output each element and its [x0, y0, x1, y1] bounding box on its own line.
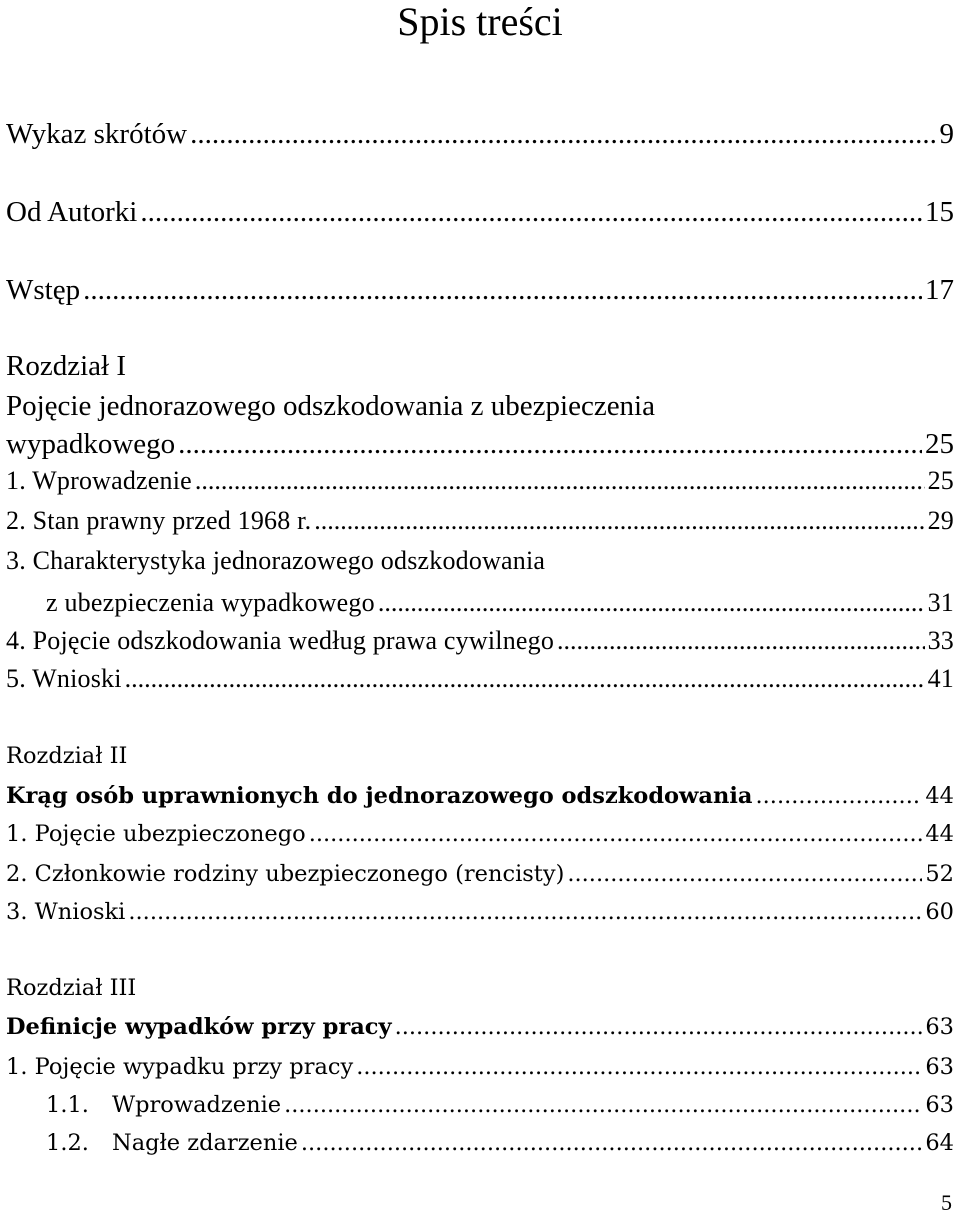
toc-entry-page: 17 [925, 274, 954, 306]
toc-entry-chapter-1[interactable] [6, 428, 954, 461]
dot-leader [378, 588, 925, 618]
toc-entry-page: 44 [925, 821, 954, 847]
toc-entry-page: 63 [925, 1014, 954, 1040]
dot-leader [314, 506, 924, 536]
toc-entry-chapter-3[interactable] [6, 1014, 954, 1040]
toc-entry-ch2-3[interactable] [6, 899, 954, 925]
dot-leader [125, 664, 925, 694]
chapter-2-heading: Rozdział II [6, 743, 128, 769]
toc-entry-label: Krąg osób uprawnionych do jednorazowego odszkodowania [6, 783, 753, 809]
toc-entry-label: Charakterystyka jednorazowego odszkodowania [32, 546, 546, 575]
toc-entry-number: 2. [6, 861, 28, 887]
toc-entry-ch2-2[interactable] [6, 861, 954, 887]
toc-entry-introduction[interactable] [6, 274, 954, 307]
toc-entry-number: 1. [6, 1054, 28, 1080]
page-number: 5 [941, 1190, 952, 1215]
toc-entry-label: Wnioski [34, 899, 126, 925]
toc-entry-ch1-5[interactable] [6, 664, 954, 694]
toc-entry-ch1-1[interactable] [6, 466, 954, 496]
toc-entry-label: Pojęcie odszkodowania według prawa cywilnego [32, 626, 555, 655]
toc-entry-number: 1. [6, 466, 26, 495]
toc-entry-page: 25 [925, 428, 954, 460]
toc-entry-label: Wykaz skrótów [6, 118, 188, 150]
toc-entry-page: 15 [925, 196, 954, 228]
dot-leader [140, 196, 922, 229]
toc-entry-number: 4. [6, 626, 26, 655]
dot-leader [195, 466, 925, 496]
toc-entry-page: 64 [925, 1130, 954, 1156]
chapter-3-heading: Rozdział III [6, 975, 137, 1001]
dot-leader [309, 821, 923, 847]
toc-entry-page: 29 [927, 506, 954, 535]
toc-entry-ch3-1[interactable] [6, 1054, 954, 1080]
dot-leader [83, 274, 922, 307]
toc-entry-page: 63 [925, 1092, 954, 1118]
toc-entry-from-author[interactable] [6, 196, 954, 229]
toc-entry-number: 3. [6, 546, 26, 575]
toc-entry-number: 3. [6, 899, 28, 925]
toc-entry-number: 2. [6, 506, 26, 535]
toc-entry-page: 33 [927, 626, 954, 655]
toc-entry-label: Wnioski [32, 664, 122, 693]
toc-entry-number: 1.1. [46, 1092, 89, 1118]
dot-leader [356, 1054, 922, 1080]
toc-entry-ch3-1-1[interactable] [6, 1092, 954, 1118]
toc-entry-page: 63 [925, 1054, 954, 1080]
toc-entry-label: Wstęp [6, 274, 81, 306]
toc-entry-chapter-2[interactable] [6, 783, 954, 809]
toc-entry-page: 31 [927, 588, 954, 617]
toc-entry-label: Pojęcie wypadku przy pracy [34, 1054, 354, 1080]
toc-entry-label: Wprowadzenie [32, 466, 192, 495]
chapter-1-heading: Rozdział I [6, 350, 126, 382]
toc-entry-page: 52 [925, 861, 954, 887]
toc-entry-ch1-3[interactable] [6, 588, 954, 618]
table-of-contents [6, 0, 954, 1218]
toc-entry-label: Nagłe zdarzenie [112, 1130, 298, 1156]
toc-entry-ch1-4[interactable] [6, 626, 954, 656]
dot-leader [128, 899, 922, 925]
dot-leader [190, 118, 936, 151]
toc-entry-label: Wprowadzenie [112, 1092, 282, 1118]
toc-entry-page: 25 [927, 466, 954, 495]
chapter-1-title-line: Pojęcie jednorazowego odszkodowania z ubezpieczenia [6, 390, 655, 422]
toc-entry-label: wypadkowego [6, 428, 176, 460]
toc-entry-ch1-3-first-line[interactable] [6, 546, 545, 576]
dot-leader [395, 1014, 923, 1040]
toc-entry-ch1-2[interactable] [6, 506, 954, 536]
dot-leader [567, 861, 922, 887]
toc-entry-number: 1.2. [46, 1130, 89, 1156]
toc-entry-abbreviations[interactable] [6, 118, 954, 151]
toc-entry-number: 1. [6, 821, 28, 847]
toc-entry-label: Definicje wypadków przy pracy [6, 1014, 392, 1040]
toc-entry-ch3-1-2[interactable] [6, 1130, 954, 1156]
toc-entry-page: 9 [939, 118, 954, 150]
dot-leader [178, 428, 922, 461]
dot-leader [301, 1130, 922, 1156]
toc-entry-label: Od Autorki [6, 196, 138, 228]
toc-entry-label: Stan prawny przed 1968 r. [32, 506, 312, 535]
toc-entry-page: 60 [925, 899, 954, 925]
toc-entry-number: 5. [6, 664, 26, 693]
toc-entry-ch2-1[interactable] [6, 821, 954, 847]
toc-entry-page: 41 [927, 664, 954, 693]
dot-leader [557, 626, 925, 656]
toc-entry-label: Pojęcie ubezpieczonego [34, 821, 306, 847]
dot-leader [756, 783, 923, 809]
toc-entry-label: Członkowie rodziny ubezpieczonego (rencisty) [34, 861, 565, 887]
toc-entry-label-continued: z ubezpieczenia wypadkowego [46, 588, 375, 617]
dot-leader [284, 1092, 922, 1118]
page-title: Spis treści [397, 0, 563, 44]
toc-entry-page: 44 [925, 783, 954, 809]
